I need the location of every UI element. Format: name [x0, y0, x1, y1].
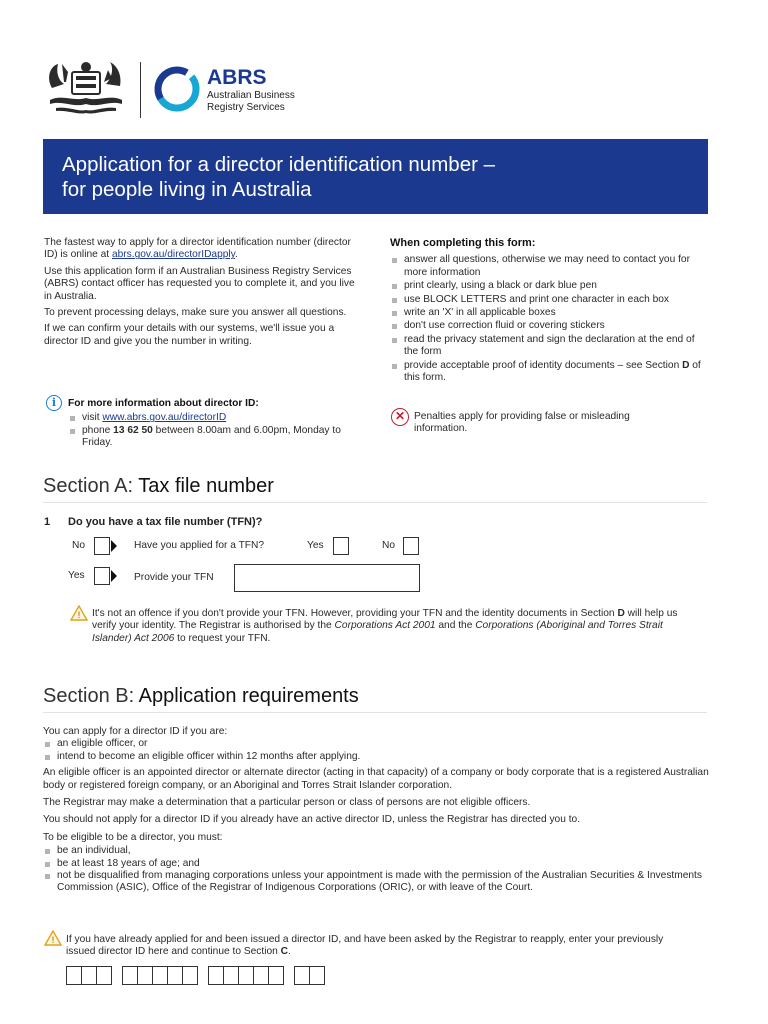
director-id-group-3: [208, 966, 284, 985]
director-id-group-4: [294, 966, 325, 985]
registrar-determination: The Registrar may make a determination that a particular person or class of persons are not eligible officers.: [43, 797, 531, 809]
director-id-cell[interactable]: [97, 966, 112, 985]
director-id-cell[interactable]: [67, 966, 82, 985]
svg-text:!: !: [51, 935, 55, 945]
director-id-cell[interactable]: [138, 966, 153, 985]
intro-column: [44, 237, 364, 348]
applied-yes-checkbox[interactable]: [333, 537, 349, 555]
apply-online-link[interactable]: abrs.gov.au/directorIDapply: [111, 249, 236, 261]
penalty-icon: ✕: [391, 408, 409, 426]
more-info-visit: visit www.abrs.gov.au/directorID: [68, 412, 358, 424]
more-info-phone: phone 13 62 50 between 8.00am and 6.00pm, Monday to Friday.: [68, 425, 358, 450]
section-b-body: [43, 726, 711, 895]
tfn-yes-label: Yes: [68, 570, 85, 581]
previous-director-id-input[interactable]: [66, 966, 335, 985]
director-id-cell[interactable]: [153, 966, 168, 985]
org-acronym: ABRS: [207, 66, 267, 89]
tfn-no-arrow-icon: [111, 540, 117, 552]
tfn-warning-icon: [70, 605, 88, 621]
intro-paragraph-3: To prevent processing delays, make sure you answer all questions.: [44, 307, 347, 319]
director-id-group-2: [122, 966, 198, 985]
director-id-cell[interactable]: [183, 966, 198, 985]
section-b-title: Section B: Application requirements: [43, 685, 359, 707]
director-id-cell[interactable]: [123, 966, 138, 985]
eligibility-item-1: an eligible officer, or: [43, 738, 711, 750]
active-id-note: You should not apply for a director ID if you already have an active director ID, unless the Registrar has directed you to.: [43, 814, 581, 826]
eligibility-item-2: intend to become an eligible officer within 12 months after applying.: [43, 751, 711, 763]
tfn-note: It's not an offence if you don't provide your TFN. However, providing your TFN and the identity documents in Section D will help us verify your identity. The Registrar is authorised by the Corporations Act 2001 and the Corporations (Aboriginal and Torres Strait Islander) Act 2006 to request your TFN.: [92, 608, 678, 644]
intro-paragraph-2: Use this application form if an Australian Business Registry Services (ABRS) contact officer has requested you to complete it, and you live in Australia.: [44, 265, 355, 302]
director-eligibility-intro: To be eligible to be a director, you must:: [43, 831, 223, 843]
completing-column: [390, 237, 705, 385]
completing-item-3: use BLOCK LETTERS and print one character in each box: [390, 294, 705, 306]
completing-item-4: write an 'X' in all applicable boxes: [390, 307, 705, 319]
eligibility-intro: You can apply for a director ID if you are:: [43, 726, 228, 737]
completing-item-2: print clearly, using a black or dark blue pen: [390, 280, 705, 292]
tfn-no-checkbox[interactable]: [94, 537, 110, 555]
intro-paragraph-1: The fastest way to apply for a director identification number (director ID) is online at abrs.gov.au/directorIDapply.: [44, 237, 351, 261]
completing-item-7: provide acceptable proof of identity documents – see Section D of this form.: [390, 360, 705, 385]
svg-text:!: !: [77, 610, 81, 620]
completing-item-5: don't use correction fluid or covering stickers: [390, 320, 705, 332]
completing-heading: When completing this form:: [390, 237, 536, 249]
completing-list: [390, 254, 705, 384]
section-a-divider: [43, 502, 707, 503]
question-1-number: 1: [44, 516, 51, 528]
info-icon: i: [46, 395, 62, 411]
coat-of-arms-logo: [42, 58, 130, 120]
applied-no-label: No: [382, 540, 396, 551]
applied-no-checkbox[interactable]: [403, 537, 419, 555]
director-id-group-1: [66, 966, 112, 985]
completing-item-1: answer all questions, otherwise we may need to contact you for more information: [390, 254, 705, 279]
director-id-cell[interactable]: [239, 966, 254, 985]
director-requirement-2: be at least 18 years of age; and: [43, 858, 711, 870]
question-1-text: Do you have a tax file number (TFN)?: [68, 516, 263, 528]
reapply-note: If you have already applied for and been issued a director ID, and have been asked by the Registrar to reapply, enter your previously issued director ID here and continue to Section C.: [66, 934, 664, 958]
director-id-cell[interactable]: [82, 966, 97, 985]
director-id-cell[interactable]: [310, 966, 325, 985]
banner-title-line1: Application for a director identification number –: [62, 153, 496, 176]
section-a-title: Section A: Tax file number: [43, 475, 274, 497]
org-name-line1: Australian Business: [207, 90, 295, 101]
applied-yes-label: Yes: [307, 540, 324, 551]
director-id-cell[interactable]: [224, 966, 239, 985]
org-name-line2: Registry Services: [207, 102, 285, 113]
banner-title-line2: for people living in Australia: [62, 178, 312, 201]
logo-divider: [140, 62, 141, 118]
completing-item-6: read the privacy statement and sign the declaration at the end of the form: [390, 334, 705, 359]
applied-tfn-question: Have you applied for a TFN?: [134, 540, 265, 551]
section-b-divider: [43, 712, 707, 713]
director-id-cell[interactable]: [269, 966, 284, 985]
tfn-no-label: No: [72, 540, 86, 551]
more-info-heading: For more information about director ID:: [68, 398, 259, 409]
director-id-cell[interactable]: [168, 966, 183, 985]
provide-tfn-label: Provide your TFN: [134, 572, 214, 583]
director-requirement-3: not be disqualified from managing corporations unless your appointment is made with the permission of the Australian Securities & Investments Commission (ASIC), Office of the Registrar of Indigenous Corporations (ORIC), or with leave of the Court.: [43, 870, 711, 895]
tfn-yes-checkbox[interactable]: [94, 567, 110, 585]
director-requirement-1: be an individual,: [43, 845, 711, 857]
director-id-cell[interactable]: [209, 966, 224, 985]
abrs-ring-logo-icon: [152, 64, 202, 114]
intro-paragraph-4: If we can confirm your details with our systems, we'll issue you a director ID and give you the number in writing.: [44, 323, 335, 347]
penalty-text: Penalties apply for providing false or misleading information.: [414, 411, 630, 435]
eligible-officer-definition: An eligible officer is an appointed director or alternate director (acting in that capacity) of a company or body corporate that is a registered Australian body or registered foreign company, or an Aboriginal and Torres Strait Islander corporation.: [43, 767, 709, 791]
director-id-cell[interactable]: [295, 966, 310, 985]
tfn-yes-arrow-icon: [111, 570, 117, 582]
tfn-input[interactable]: [234, 564, 420, 592]
title-banner: [43, 139, 708, 214]
director-id-link[interactable]: www.abrs.gov.au/directorID: [102, 412, 227, 424]
reapply-warning-icon: [44, 930, 62, 946]
director-id-cell[interactable]: [254, 966, 269, 985]
more-info-block: [68, 398, 358, 450]
